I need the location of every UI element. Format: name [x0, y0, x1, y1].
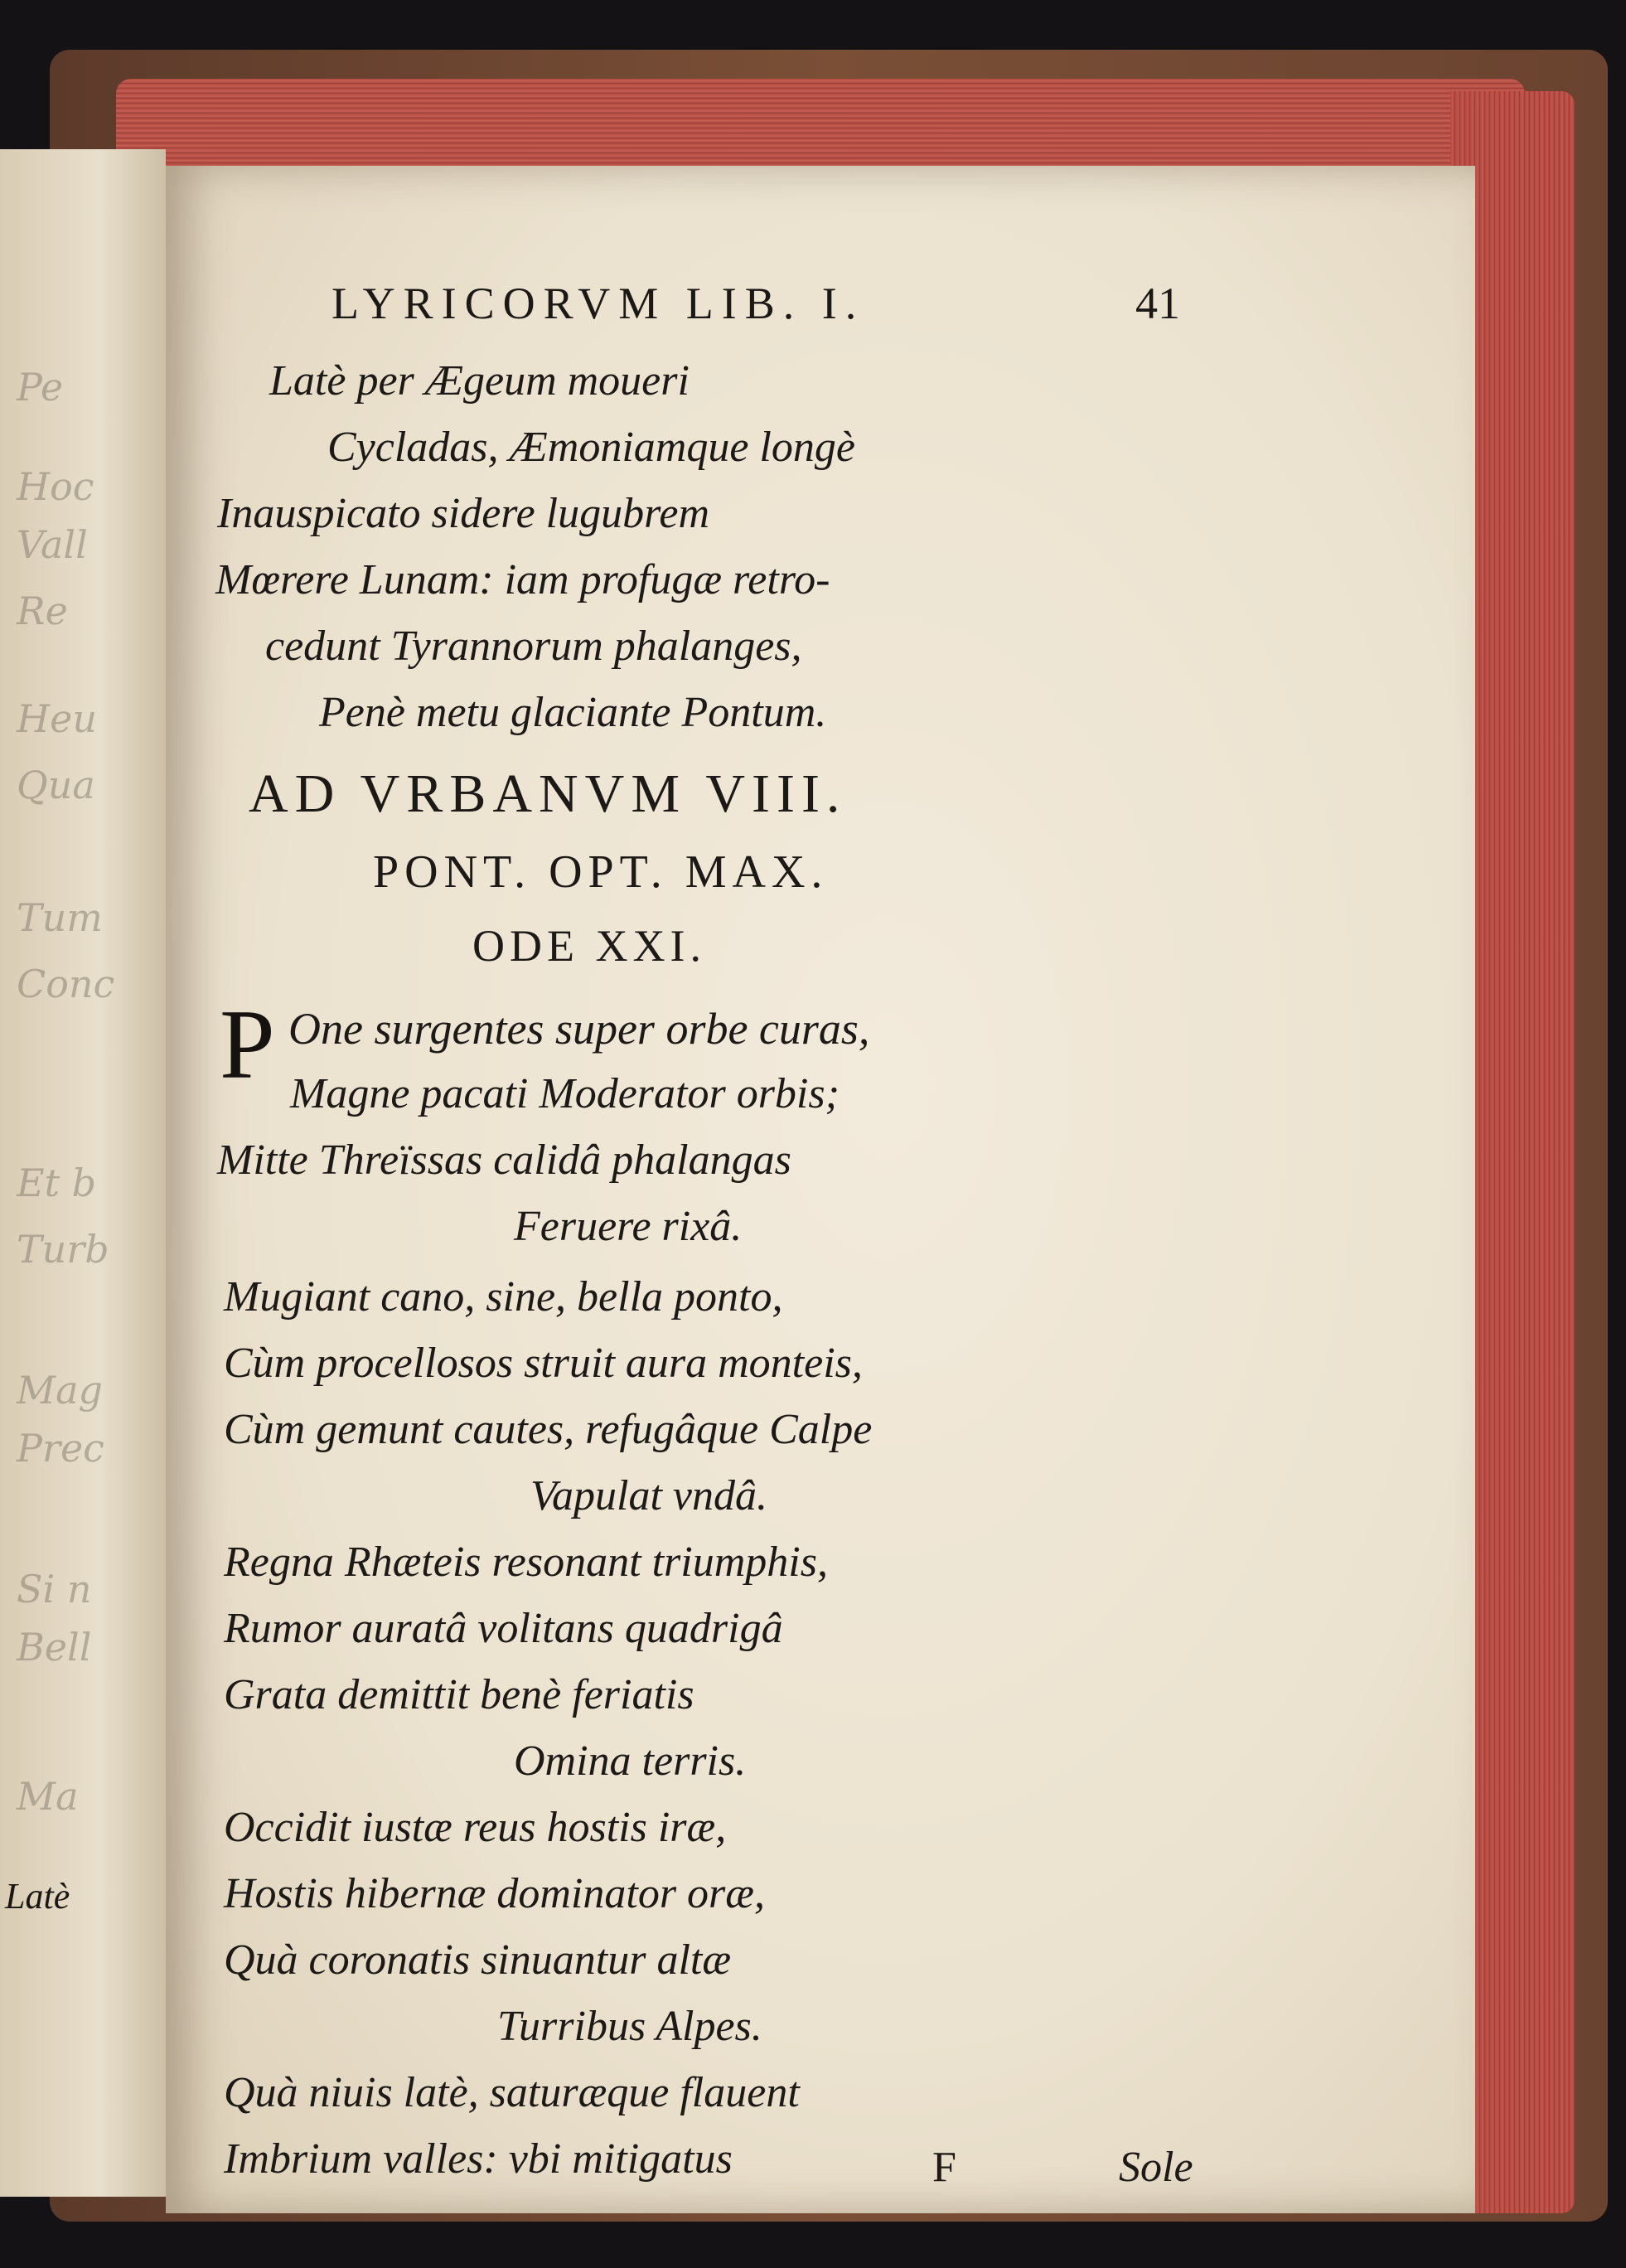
- opening-line: Cycladas, Æmoniamque longè: [327, 424, 855, 471]
- right-page: [166, 166, 1475, 2213]
- catchword: Sole: [1119, 2144, 1193, 2191]
- ode-line: Grata demittit benè feriatis: [224, 1671, 694, 1718]
- ode-line: One surgentes super orbe curas,: [288, 1004, 870, 1054]
- left-page-catchword: Latè: [5, 1876, 70, 1917]
- ode-line: Regna Rhæteis resonant triumphis,: [224, 1539, 828, 1586]
- page-number: 41: [1135, 279, 1180, 328]
- opening-line: Inauspicato sidere lugubrem: [217, 490, 710, 537]
- opening-line: Penè metu glaciante Pontum.: [319, 689, 827, 736]
- opening-line: Mœrere Lunam: iam profugæ retro-: [215, 556, 830, 603]
- ode-line: Turribus Alpes.: [497, 2003, 762, 2050]
- ode-line: Magne pacati Moderator orbis;: [290, 1070, 840, 1117]
- ode-line: Hostis hibernæ dominator oræ,: [224, 1870, 765, 1917]
- ode-line: Omina terris.: [514, 1737, 747, 1785]
- ode-line: Imbrium valles: vbi mitigatus: [224, 2135, 733, 2183]
- opening-line: Latè per Ægeum moueri: [269, 357, 690, 405]
- ode-dedication: AD VRBANVM VIII.: [249, 763, 847, 824]
- ode-line: Feruere rixâ.: [514, 1203, 743, 1250]
- ode-line: Cùm procellosos struit aura monteis,: [224, 1340, 863, 1387]
- ode-line: Occidit iustæ reus hostis iræ,: [224, 1804, 727, 1851]
- ode-line: Quà niuis latè, saturæque flauent: [224, 2069, 800, 2116]
- ode-line: Vapulat vndâ.: [530, 1472, 767, 1519]
- ode-line: Quà coronatis sinuantur altæ: [224, 1936, 732, 1984]
- printer-signature: F: [932, 2144, 956, 2191]
- running-title: LYRICORVM LIB. I.: [331, 279, 865, 328]
- opening-line: cedunt Tyrannorum phalanges,: [265, 623, 802, 670]
- drop-cap: P: [220, 989, 275, 1099]
- ode-line: Cùm gemunt cautes, refugâque Calpe: [224, 1406, 873, 1453]
- ode-number: ODE XXI.: [472, 921, 706, 971]
- ode-line: Mugiant cano, sine, bella ponto,: [224, 1273, 783, 1321]
- ode-line: Rumor auratâ volitans quadrigâ: [224, 1605, 783, 1652]
- ode-line: Mitte Threïssas calidâ phalangas: [217, 1136, 791, 1184]
- ode-dedication-title: PONT. OPT. MAX.: [373, 846, 829, 898]
- page-top-edge: [116, 79, 1525, 170]
- left-page: Pe Hoc Vall Re Heu Qua Tum Conc Et b Turb Mag Prec Si n Bell Ma: [0, 149, 166, 2197]
